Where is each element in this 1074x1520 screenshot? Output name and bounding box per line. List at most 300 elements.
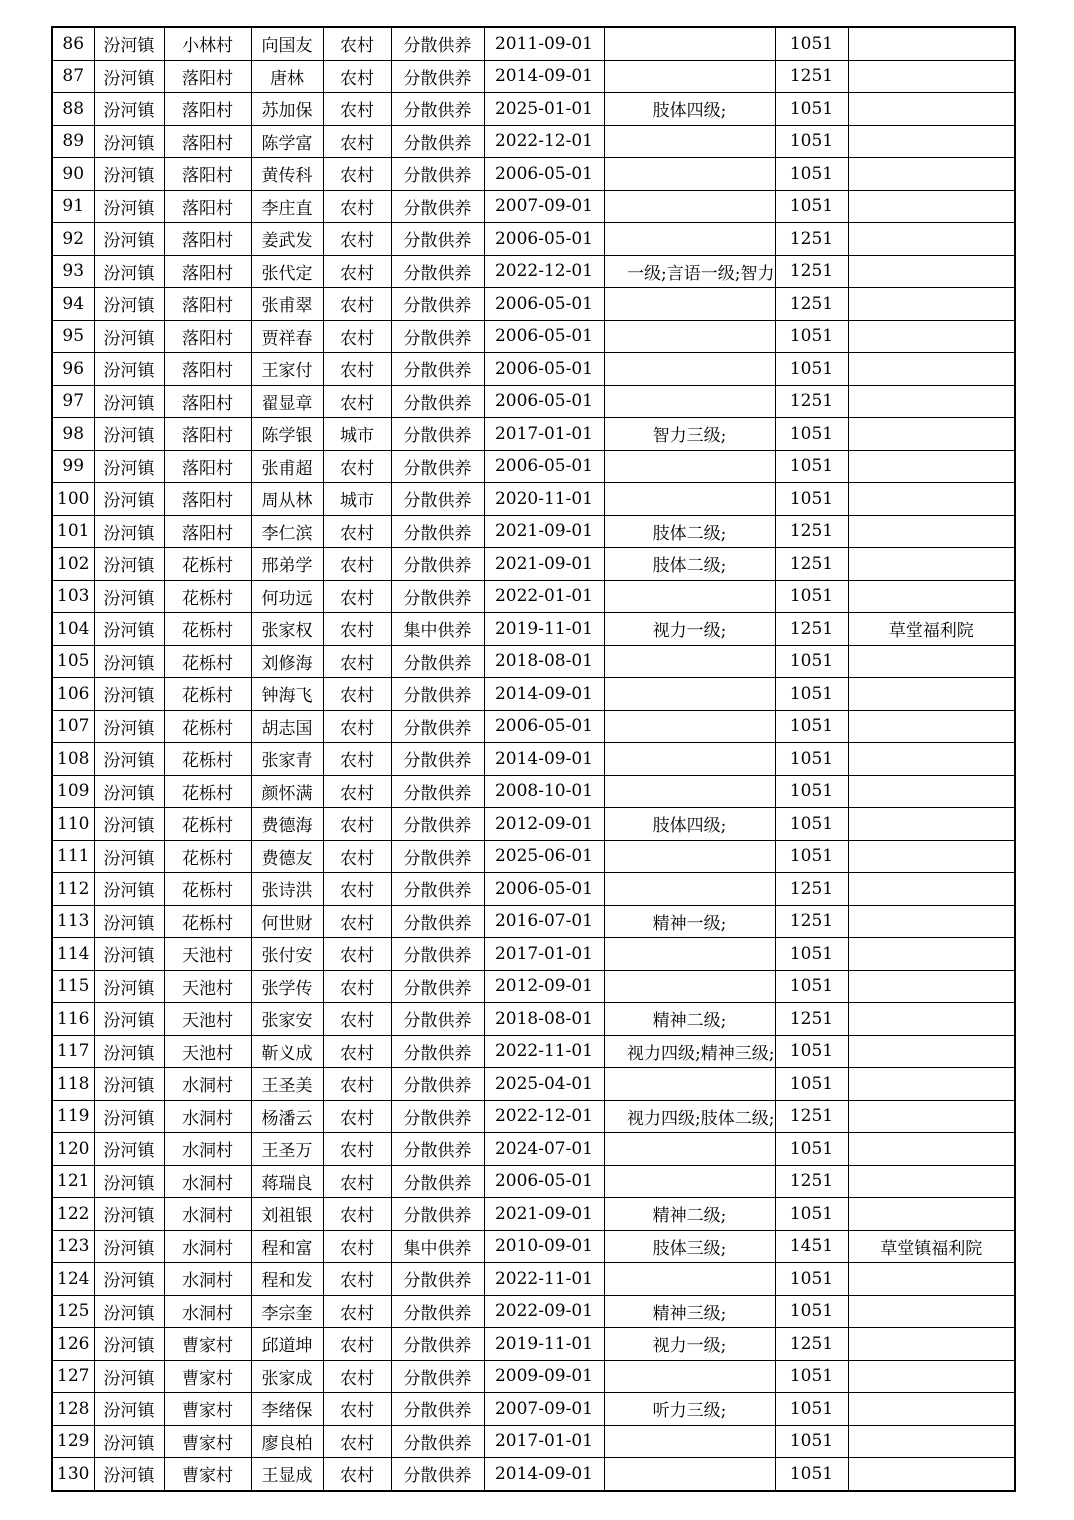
institution-cell bbox=[848, 450, 1015, 483]
person-name-cell: 廖良柏 bbox=[251, 1425, 323, 1458]
support-type-cell: 分散供养 bbox=[391, 27, 484, 60]
start-date-cell: 2006-05-01 bbox=[484, 158, 604, 191]
household-type-cell: 农村 bbox=[323, 1425, 391, 1458]
start-date-cell: 2022-12-01 bbox=[484, 255, 604, 288]
town-cell: 汾河镇 bbox=[94, 255, 164, 288]
town-cell: 汾河镇 bbox=[94, 905, 164, 938]
village-cell: 落阳村 bbox=[164, 450, 251, 483]
village-cell: 天池村 bbox=[164, 1003, 251, 1036]
row-number-cell: 89 bbox=[52, 125, 94, 158]
start-date-cell: 2016-07-01 bbox=[484, 905, 604, 938]
amount-cell: 1051 bbox=[775, 190, 848, 223]
person-name-cell: 邢弟学 bbox=[251, 548, 323, 581]
village-cell: 落阳村 bbox=[164, 223, 251, 256]
town-cell: 汾河镇 bbox=[94, 1100, 164, 1133]
disability-level-cell: 精神三级; bbox=[604, 1295, 775, 1328]
institution-cell bbox=[848, 1035, 1015, 1068]
village-cell: 花栎村 bbox=[164, 645, 251, 678]
institution-cell bbox=[848, 255, 1015, 288]
table-row bbox=[52, 190, 1015, 223]
start-date-cell: 2021-09-01 bbox=[484, 515, 604, 548]
village-cell: 花栎村 bbox=[164, 775, 251, 808]
town-cell: 汾河镇 bbox=[94, 353, 164, 386]
town-cell: 汾河镇 bbox=[94, 60, 164, 93]
amount-cell: 1251 bbox=[775, 515, 848, 548]
disability-level-cell: 一级;言语一级;智力 bbox=[604, 255, 775, 288]
person-name-cell: 程和富 bbox=[251, 1230, 323, 1263]
household-type-cell: 农村 bbox=[323, 1068, 391, 1101]
support-type-cell: 分散供养 bbox=[391, 1328, 484, 1361]
row-number-cell: 114 bbox=[52, 938, 94, 971]
town-cell: 汾河镇 bbox=[94, 450, 164, 483]
support-type-cell: 分散供养 bbox=[391, 1360, 484, 1393]
table-row bbox=[52, 1035, 1015, 1068]
amount-cell: 1251 bbox=[775, 873, 848, 906]
support-type-cell: 分散供养 bbox=[391, 1003, 484, 1036]
town-cell: 汾河镇 bbox=[94, 1198, 164, 1231]
institution-cell bbox=[848, 678, 1015, 711]
disability-level-cell bbox=[604, 1068, 775, 1101]
village-cell: 曹家村 bbox=[164, 1328, 251, 1361]
amount-cell: 1051 bbox=[775, 1198, 848, 1231]
amount-cell: 1051 bbox=[775, 1133, 848, 1166]
row-number-cell: 95 bbox=[52, 320, 94, 353]
table-row bbox=[52, 450, 1015, 483]
table-row bbox=[52, 60, 1015, 93]
table-row bbox=[52, 905, 1015, 938]
amount-cell: 1251 bbox=[775, 905, 848, 938]
village-cell: 天池村 bbox=[164, 938, 251, 971]
village-cell: 水洞村 bbox=[164, 1198, 251, 1231]
household-type-cell: 农村 bbox=[323, 255, 391, 288]
institution-cell bbox=[848, 1068, 1015, 1101]
amount-cell: 1051 bbox=[775, 970, 848, 1003]
amount-cell: 1051 bbox=[775, 840, 848, 873]
person-name-cell: 张甫超 bbox=[251, 450, 323, 483]
institution-cell bbox=[848, 1295, 1015, 1328]
start-date-cell: 2022-11-01 bbox=[484, 1263, 604, 1296]
table-row bbox=[52, 288, 1015, 321]
institution-cell bbox=[848, 743, 1015, 776]
person-name-cell: 贾祥春 bbox=[251, 320, 323, 353]
row-number-cell: 128 bbox=[52, 1393, 94, 1426]
disability-level-cell bbox=[604, 1165, 775, 1198]
row-number-cell: 93 bbox=[52, 255, 94, 288]
amount-cell: 1251 bbox=[775, 613, 848, 646]
disability-level-cell: 肢体四级; bbox=[604, 93, 775, 126]
support-type-cell: 分散供养 bbox=[391, 743, 484, 776]
village-cell: 落阳村 bbox=[164, 418, 251, 451]
village-cell: 花栎村 bbox=[164, 548, 251, 581]
disability-level-cell bbox=[604, 840, 775, 873]
institution-cell bbox=[848, 1263, 1015, 1296]
row-number-cell: 125 bbox=[52, 1295, 94, 1328]
institution-cell bbox=[848, 775, 1015, 808]
town-cell: 汾河镇 bbox=[94, 320, 164, 353]
institution-cell bbox=[848, 190, 1015, 223]
person-name-cell: 张代定 bbox=[251, 255, 323, 288]
row-number-cell: 113 bbox=[52, 905, 94, 938]
person-name-cell: 李庄直 bbox=[251, 190, 323, 223]
village-cell: 落阳村 bbox=[164, 60, 251, 93]
household-type-cell: 农村 bbox=[323, 613, 391, 646]
village-cell: 水洞村 bbox=[164, 1230, 251, 1263]
data-sheet bbox=[51, 26, 1016, 1492]
institution-cell bbox=[848, 515, 1015, 548]
person-name-cell: 靳义成 bbox=[251, 1035, 323, 1068]
support-type-cell: 分散供养 bbox=[391, 1295, 484, 1328]
amount-cell: 1051 bbox=[775, 1360, 848, 1393]
institution-cell bbox=[848, 288, 1015, 321]
village-cell: 落阳村 bbox=[164, 353, 251, 386]
person-name-cell: 陈学富 bbox=[251, 125, 323, 158]
support-type-cell: 分散供养 bbox=[391, 548, 484, 581]
institution-cell bbox=[848, 645, 1015, 678]
household-type-cell: 农村 bbox=[323, 190, 391, 223]
amount-cell: 1251 bbox=[775, 223, 848, 256]
start-date-cell: 2021-09-01 bbox=[484, 548, 604, 581]
household-type-cell: 农村 bbox=[323, 158, 391, 191]
household-type-cell: 农村 bbox=[323, 710, 391, 743]
village-cell: 落阳村 bbox=[164, 320, 251, 353]
household-type-cell: 农村 bbox=[323, 288, 391, 321]
table-row bbox=[52, 483, 1015, 516]
row-number-cell: 124 bbox=[52, 1263, 94, 1296]
institution-cell bbox=[848, 970, 1015, 1003]
household-type-cell: 农村 bbox=[323, 223, 391, 256]
village-cell: 水洞村 bbox=[164, 1263, 251, 1296]
household-type-cell: 农村 bbox=[323, 60, 391, 93]
start-date-cell: 2006-05-01 bbox=[484, 385, 604, 418]
amount-cell: 1251 bbox=[775, 288, 848, 321]
institution-cell bbox=[848, 1165, 1015, 1198]
person-name-cell: 张学传 bbox=[251, 970, 323, 1003]
table-row bbox=[52, 27, 1015, 60]
row-number-cell: 99 bbox=[52, 450, 94, 483]
household-type-cell: 农村 bbox=[323, 1458, 391, 1491]
disability-level-cell bbox=[604, 938, 775, 971]
disability-level-cell: 听力三级; bbox=[604, 1393, 775, 1426]
support-type-cell: 分散供养 bbox=[391, 808, 484, 841]
village-cell: 花栎村 bbox=[164, 905, 251, 938]
household-type-cell: 农村 bbox=[323, 1165, 391, 1198]
support-type-cell: 分散供养 bbox=[391, 873, 484, 906]
amount-cell: 1051 bbox=[775, 775, 848, 808]
person-name-cell: 程和发 bbox=[251, 1263, 323, 1296]
start-date-cell: 2018-08-01 bbox=[484, 1003, 604, 1036]
institution-cell bbox=[848, 1458, 1015, 1491]
start-date-cell: 2022-12-01 bbox=[484, 1100, 604, 1133]
village-cell: 落阳村 bbox=[164, 515, 251, 548]
support-type-cell: 分散供养 bbox=[391, 158, 484, 191]
disability-level-cell: 视力一级; bbox=[604, 1328, 775, 1361]
household-type-cell: 农村 bbox=[323, 1295, 391, 1328]
household-type-cell: 农村 bbox=[323, 1263, 391, 1296]
support-type-cell: 分散供养 bbox=[391, 288, 484, 321]
village-cell: 天池村 bbox=[164, 970, 251, 1003]
person-name-cell: 陈学银 bbox=[251, 418, 323, 451]
household-type-cell: 农村 bbox=[323, 1393, 391, 1426]
institution-cell bbox=[848, 223, 1015, 256]
start-date-cell: 2022-12-01 bbox=[484, 125, 604, 158]
table-row bbox=[52, 580, 1015, 613]
disability-level-cell: 肢体三级; bbox=[604, 1230, 775, 1263]
support-type-cell: 分散供养 bbox=[391, 710, 484, 743]
start-date-cell: 2025-04-01 bbox=[484, 1068, 604, 1101]
household-type-cell: 农村 bbox=[323, 1003, 391, 1036]
support-type-cell: 分散供养 bbox=[391, 385, 484, 418]
village-cell: 花栎村 bbox=[164, 580, 251, 613]
town-cell: 汾河镇 bbox=[94, 1003, 164, 1036]
start-date-cell: 2006-05-01 bbox=[484, 450, 604, 483]
row-number-cell: 109 bbox=[52, 775, 94, 808]
disability-level-cell bbox=[604, 60, 775, 93]
amount-cell: 1051 bbox=[775, 418, 848, 451]
person-name-cell: 王圣万 bbox=[251, 1133, 323, 1166]
row-number-cell: 92 bbox=[52, 223, 94, 256]
person-name-cell: 王圣美 bbox=[251, 1068, 323, 1101]
household-type-cell: 农村 bbox=[323, 515, 391, 548]
amount-cell: 1251 bbox=[775, 255, 848, 288]
village-cell: 水洞村 bbox=[164, 1295, 251, 1328]
start-date-cell: 2006-05-01 bbox=[484, 223, 604, 256]
support-type-cell: 分散供养 bbox=[391, 1068, 484, 1101]
person-name-cell: 李绪保 bbox=[251, 1393, 323, 1426]
town-cell: 汾河镇 bbox=[94, 125, 164, 158]
person-name-cell: 王家付 bbox=[251, 353, 323, 386]
institution-cell bbox=[848, 1393, 1015, 1426]
support-type-cell: 分散供养 bbox=[391, 678, 484, 711]
village-cell: 落阳村 bbox=[164, 158, 251, 191]
start-date-cell: 2021-09-01 bbox=[484, 1198, 604, 1231]
support-type-cell: 分散供养 bbox=[391, 1133, 484, 1166]
disability-level-cell bbox=[604, 1458, 775, 1491]
town-cell: 汾河镇 bbox=[94, 710, 164, 743]
institution-cell bbox=[848, 353, 1015, 386]
row-number-cell: 120 bbox=[52, 1133, 94, 1166]
start-date-cell: 2010-09-01 bbox=[484, 1230, 604, 1263]
village-cell: 落阳村 bbox=[164, 93, 251, 126]
start-date-cell: 2025-01-01 bbox=[484, 93, 604, 126]
household-type-cell: 农村 bbox=[323, 905, 391, 938]
row-number-cell: 88 bbox=[52, 93, 94, 126]
table-row bbox=[52, 1393, 1015, 1426]
support-type-cell: 分散供养 bbox=[391, 450, 484, 483]
disability-level-cell bbox=[604, 27, 775, 60]
person-name-cell: 王显成 bbox=[251, 1458, 323, 1491]
start-date-cell: 2006-05-01 bbox=[484, 320, 604, 353]
table-row bbox=[52, 938, 1015, 971]
institution-cell bbox=[848, 1133, 1015, 1166]
person-name-cell: 周从林 bbox=[251, 483, 323, 516]
table-row bbox=[52, 320, 1015, 353]
support-type-cell: 分散供养 bbox=[391, 223, 484, 256]
row-number-cell: 122 bbox=[52, 1198, 94, 1231]
village-cell: 曹家村 bbox=[164, 1393, 251, 1426]
person-name-cell: 张家青 bbox=[251, 743, 323, 776]
row-number-cell: 115 bbox=[52, 970, 94, 1003]
person-name-cell: 邱道坤 bbox=[251, 1328, 323, 1361]
village-cell: 落阳村 bbox=[164, 288, 251, 321]
table-row bbox=[52, 1458, 1015, 1491]
person-name-cell: 杨潘云 bbox=[251, 1100, 323, 1133]
start-date-cell: 2007-09-01 bbox=[484, 1393, 604, 1426]
start-date-cell: 2014-09-01 bbox=[484, 60, 604, 93]
town-cell: 汾河镇 bbox=[94, 1230, 164, 1263]
table-row bbox=[52, 1165, 1015, 1198]
town-cell: 汾河镇 bbox=[94, 1328, 164, 1361]
support-type-cell: 分散供养 bbox=[391, 840, 484, 873]
amount-cell: 1051 bbox=[775, 27, 848, 60]
start-date-cell: 2012-09-01 bbox=[484, 808, 604, 841]
support-type-cell: 分散供养 bbox=[391, 418, 484, 451]
village-cell: 落阳村 bbox=[164, 483, 251, 516]
start-date-cell: 2006-05-01 bbox=[484, 873, 604, 906]
person-name-cell: 钟海飞 bbox=[251, 678, 323, 711]
table-row bbox=[52, 1263, 1015, 1296]
village-cell: 水洞村 bbox=[164, 1133, 251, 1166]
disability-level-cell bbox=[604, 1263, 775, 1296]
table-row bbox=[52, 158, 1015, 191]
disability-level-cell: 精神二级; bbox=[604, 1198, 775, 1231]
person-name-cell: 何功远 bbox=[251, 580, 323, 613]
amount-cell: 1051 bbox=[775, 808, 848, 841]
start-date-cell: 2014-09-01 bbox=[484, 743, 604, 776]
person-name-cell: 费德海 bbox=[251, 808, 323, 841]
person-name-cell: 李宗奎 bbox=[251, 1295, 323, 1328]
household-type-cell: 农村 bbox=[323, 808, 391, 841]
support-type-cell: 分散供养 bbox=[391, 1100, 484, 1133]
institution-cell bbox=[848, 385, 1015, 418]
start-date-cell: 2006-05-01 bbox=[484, 710, 604, 743]
table-row bbox=[52, 1230, 1015, 1263]
row-number-cell: 105 bbox=[52, 645, 94, 678]
row-number-cell: 118 bbox=[52, 1068, 94, 1101]
town-cell: 汾河镇 bbox=[94, 418, 164, 451]
household-type-cell: 农村 bbox=[323, 548, 391, 581]
support-type-cell: 分散供养 bbox=[391, 645, 484, 678]
disability-level-cell bbox=[604, 710, 775, 743]
town-cell: 汾河镇 bbox=[94, 1458, 164, 1491]
village-cell: 天池村 bbox=[164, 1035, 251, 1068]
village-cell: 水洞村 bbox=[164, 1165, 251, 1198]
row-number-cell: 110 bbox=[52, 808, 94, 841]
table-row bbox=[52, 840, 1015, 873]
household-type-cell: 农村 bbox=[323, 1100, 391, 1133]
town-cell: 汾河镇 bbox=[94, 938, 164, 971]
amount-cell: 1051 bbox=[775, 1393, 848, 1426]
household-type-cell: 城市 bbox=[323, 483, 391, 516]
institution-cell bbox=[848, 710, 1015, 743]
town-cell: 汾河镇 bbox=[94, 158, 164, 191]
start-date-cell: 2007-09-01 bbox=[484, 190, 604, 223]
town-cell: 汾河镇 bbox=[94, 645, 164, 678]
person-name-cell: 黄传科 bbox=[251, 158, 323, 191]
institution-cell bbox=[848, 1003, 1015, 1036]
disability-level-cell bbox=[604, 125, 775, 158]
household-type-cell: 农村 bbox=[323, 1198, 391, 1231]
institution-cell bbox=[848, 1198, 1015, 1231]
row-number-cell: 127 bbox=[52, 1360, 94, 1393]
person-name-cell: 唐林 bbox=[251, 60, 323, 93]
table-row bbox=[52, 775, 1015, 808]
support-type-cell: 分散供养 bbox=[391, 60, 484, 93]
institution-cell bbox=[848, 873, 1015, 906]
person-name-cell: 张甫翠 bbox=[251, 288, 323, 321]
table-row bbox=[52, 808, 1015, 841]
table-row bbox=[52, 548, 1015, 581]
village-cell: 花栎村 bbox=[164, 743, 251, 776]
person-name-cell: 向国友 bbox=[251, 27, 323, 60]
disability-level-cell bbox=[604, 223, 775, 256]
disability-level-cell bbox=[604, 450, 775, 483]
person-name-cell: 张家权 bbox=[251, 613, 323, 646]
support-type-cell: 分散供养 bbox=[391, 353, 484, 386]
amount-cell: 1251 bbox=[775, 385, 848, 418]
household-type-cell: 农村 bbox=[323, 27, 391, 60]
household-type-cell: 农村 bbox=[323, 320, 391, 353]
institution-cell bbox=[848, 1425, 1015, 1458]
institution-cell bbox=[848, 548, 1015, 581]
amount-cell: 1051 bbox=[775, 1035, 848, 1068]
disability-level-cell bbox=[604, 970, 775, 1003]
disability-level-cell: 视力一级; bbox=[604, 613, 775, 646]
table-row bbox=[52, 678, 1015, 711]
table-row bbox=[52, 223, 1015, 256]
row-number-cell: 96 bbox=[52, 353, 94, 386]
town-cell: 汾河镇 bbox=[94, 1425, 164, 1458]
town-cell: 汾河镇 bbox=[94, 580, 164, 613]
table-row bbox=[52, 873, 1015, 906]
row-number-cell: 111 bbox=[52, 840, 94, 873]
town-cell: 汾河镇 bbox=[94, 1393, 164, 1426]
village-cell: 落阳村 bbox=[164, 385, 251, 418]
village-cell: 花栎村 bbox=[164, 678, 251, 711]
table-row bbox=[52, 645, 1015, 678]
start-date-cell: 2011-09-01 bbox=[484, 27, 604, 60]
person-name-cell: 蒋瑞良 bbox=[251, 1165, 323, 1198]
table-row bbox=[52, 353, 1015, 386]
disability-level-cell: 视力四级;精神三级; bbox=[604, 1035, 775, 1068]
support-type-cell: 分散供养 bbox=[391, 1165, 484, 1198]
village-cell: 花栎村 bbox=[164, 808, 251, 841]
table-row bbox=[52, 1425, 1015, 1458]
village-cell: 落阳村 bbox=[164, 255, 251, 288]
institution-cell bbox=[848, 1328, 1015, 1361]
table-row bbox=[52, 1100, 1015, 1133]
start-date-cell: 2024-07-01 bbox=[484, 1133, 604, 1166]
institution-cell bbox=[848, 938, 1015, 971]
village-cell: 花栎村 bbox=[164, 613, 251, 646]
village-cell: 曹家村 bbox=[164, 1360, 251, 1393]
row-number-cell: 107 bbox=[52, 710, 94, 743]
town-cell: 汾河镇 bbox=[94, 548, 164, 581]
household-type-cell: 农村 bbox=[323, 645, 391, 678]
table-body bbox=[52, 27, 1015, 1491]
start-date-cell: 2017-01-01 bbox=[484, 938, 604, 971]
person-name-cell: 苏加保 bbox=[251, 93, 323, 126]
household-type-cell: 农村 bbox=[323, 1328, 391, 1361]
amount-cell: 1051 bbox=[775, 1425, 848, 1458]
row-number-cell: 112 bbox=[52, 873, 94, 906]
disability-level-cell bbox=[604, 743, 775, 776]
row-number-cell: 100 bbox=[52, 483, 94, 516]
table-row bbox=[52, 255, 1015, 288]
institution-cell bbox=[848, 125, 1015, 158]
amount-cell: 1251 bbox=[775, 548, 848, 581]
institution-cell bbox=[848, 418, 1015, 451]
support-type-cell: 分散供养 bbox=[391, 93, 484, 126]
